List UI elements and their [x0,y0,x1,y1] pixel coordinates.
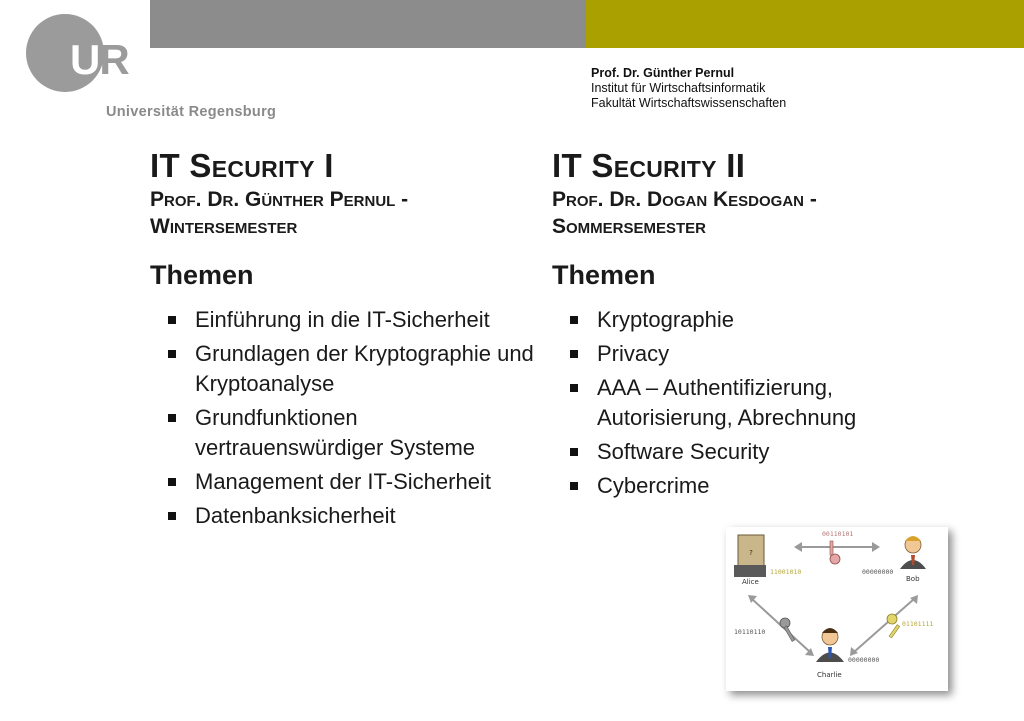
alice-figure [734,535,766,577]
course-title: IT Security II [552,147,746,184]
university-name: Universität Regensburg [106,104,277,120]
topic-list [552,305,952,501]
alice-label: Alice [742,578,759,586]
key-icon [780,618,795,641]
key-icon [830,541,840,564]
charlie-label: Charlie [817,671,842,679]
faculty-name: Fakultät Wirtschaftswissenschaften [591,96,787,110]
topic-item: Privacy [552,339,952,369]
topic-item: Grundlagen der Kryptographie und Kryptoanalyse [150,339,550,399]
bob-figure [900,536,926,569]
topic-item: Kryptographie [552,305,952,335]
course-column-security-2 [552,148,952,505]
topic-item: Grundfunktionen vertrauenswürdiger Systeme [150,403,550,463]
bits-top: 00110101 [822,530,854,538]
topic-item: Management der IT-Sicherheit [150,467,550,497]
section-heading: Themen [552,260,656,290]
course-column-security-1 [150,148,550,535]
logo-letters: UR [70,36,129,83]
course-subtitle: Prof. Dr. Günther Pernul - Wintersemester [150,188,409,238]
alice-question-mark: ? [749,549,753,557]
professor-name: Prof. Dr. Günther Pernul [591,66,735,80]
bits-right-key: 01101111 [902,620,934,628]
topic-item: Cybercrime [552,471,952,501]
bits-left: 10110110 [734,628,766,636]
crypto-illustration-svg [726,527,948,691]
topic-list [150,305,550,531]
course-title: IT Security I [150,147,334,184]
bits-alice-key: 11001010 [770,568,802,576]
professor-info [591,66,786,111]
section-heading: Themen [150,260,254,290]
bits-bottom: 00000000 [848,656,880,664]
topic-item: Einführung in die IT-Sicherheit [150,305,550,335]
university-logo [26,14,276,124]
topic-item: Datenbanksicherheit [150,501,550,531]
bits-bob-right: 00000000 [862,568,894,576]
institute-name: Institut für Wirtschaftsinformatik [591,81,766,95]
course-subtitle: Prof. Dr. Dogan Kesdogan - Sommersemester [552,188,817,238]
bob-label: Bob [906,575,920,583]
topic-item: Software Security [552,437,952,467]
charlie-figure [816,628,844,662]
key-icon [887,614,900,638]
header-olive-bar [586,0,1024,48]
crypto-illustration [726,527,948,691]
topic-item: AAA – Authentifizierung, Autorisierung, Abrechnung [552,373,952,433]
